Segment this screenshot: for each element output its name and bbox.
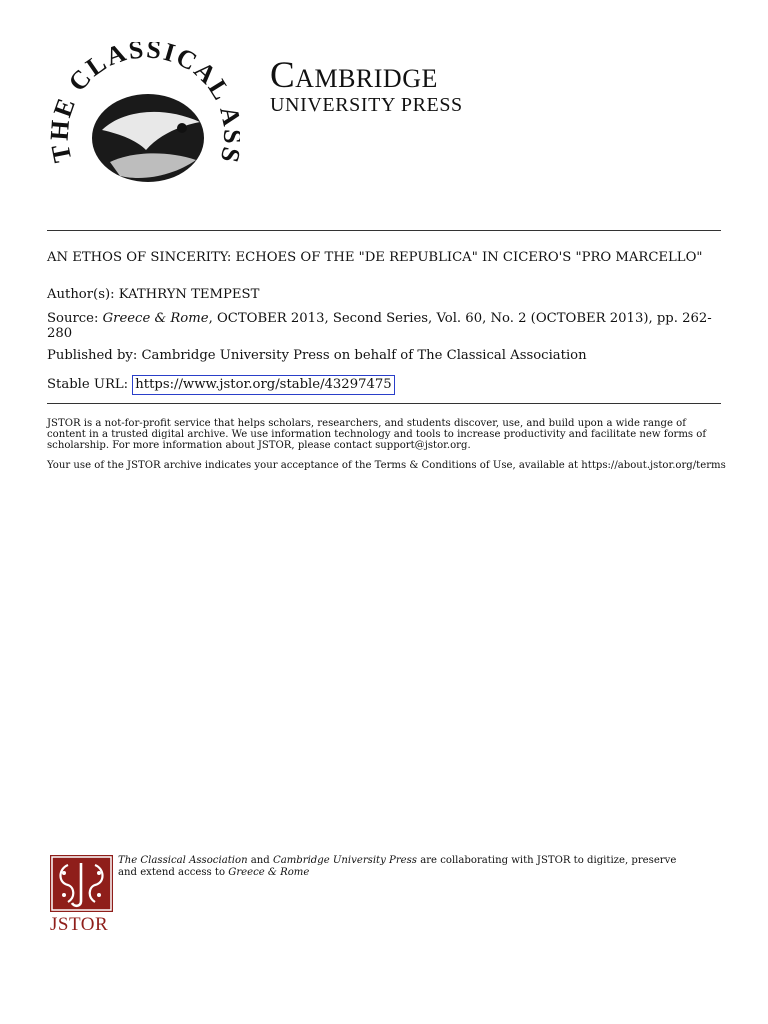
classical-association-logo-text: E CLASSICAL [50,42,237,121]
partner-cambridge-press: Cambridge University Press [272,855,417,866]
article-author-line [47,287,721,302]
source-details: , OCTOBER 2013, Second Series, Vol. 60, No. 2 (OCTOBER 2013), pp. 262-280 [47,311,712,341]
jstor-emblem-icon [50,855,113,912]
publisher-line: Published by: Cambridge University Press on behalf of The Classical Association [47,348,587,363]
collaboration-notice [118,855,678,879]
jstor-wordmark: JSTOR [50,914,109,935]
author-label: Author(s): [47,287,119,302]
author-name: KATHRYN TEMPEST [118,287,260,302]
source-label: Source: [47,311,103,326]
article-title: AN ETHOS OF SINCERITY: ECHOES OF THE "DE REPUBLICA" IN CICERO'S "PRO MARCELLO" [47,250,703,265]
terms-notice: Your use of the JSTOR archive indicates your acceptance of the Terms & Conditions of Use, available at https://about.jstor.org/terms [47,460,726,471]
cup-logo-line1: Cambridge [270,55,438,96]
collab-journal: Greece & Rome [228,867,310,878]
collab-and: and [247,855,273,866]
classical-association-logo [50,42,240,218]
middle-divider [47,403,721,404]
cup-logo-line2: UNIVERSITY PRESS [270,94,463,116]
stable-url-label: Stable URL: [47,377,133,392]
collab-middle: are collaborating with JSTOR to digitize, preserve and extend access to [118,855,677,878]
top-divider [47,230,721,231]
stable-url-line [47,375,721,395]
article-source-line [47,311,721,341]
stable-url-link[interactable]: https://www.jstor.org/stable/43297475 [132,375,394,395]
jstor-about-notice: JSTOR is a not-for-profit service that helps scholars, researchers, and students discover, use, and build upon a wide range of content in a trusted digital archive. We use information technology and tools to increase productivity and facilitate new forms of scholarship. For more information about JSTOR, please contact support@jstor.org. [47,418,707,451]
cambridge-university-press-logo [270,55,463,116]
partner-classical-association: The Classical Association [118,855,248,866]
source-journal: Greece & Rome [102,311,209,326]
jstor-logo [50,855,116,935]
